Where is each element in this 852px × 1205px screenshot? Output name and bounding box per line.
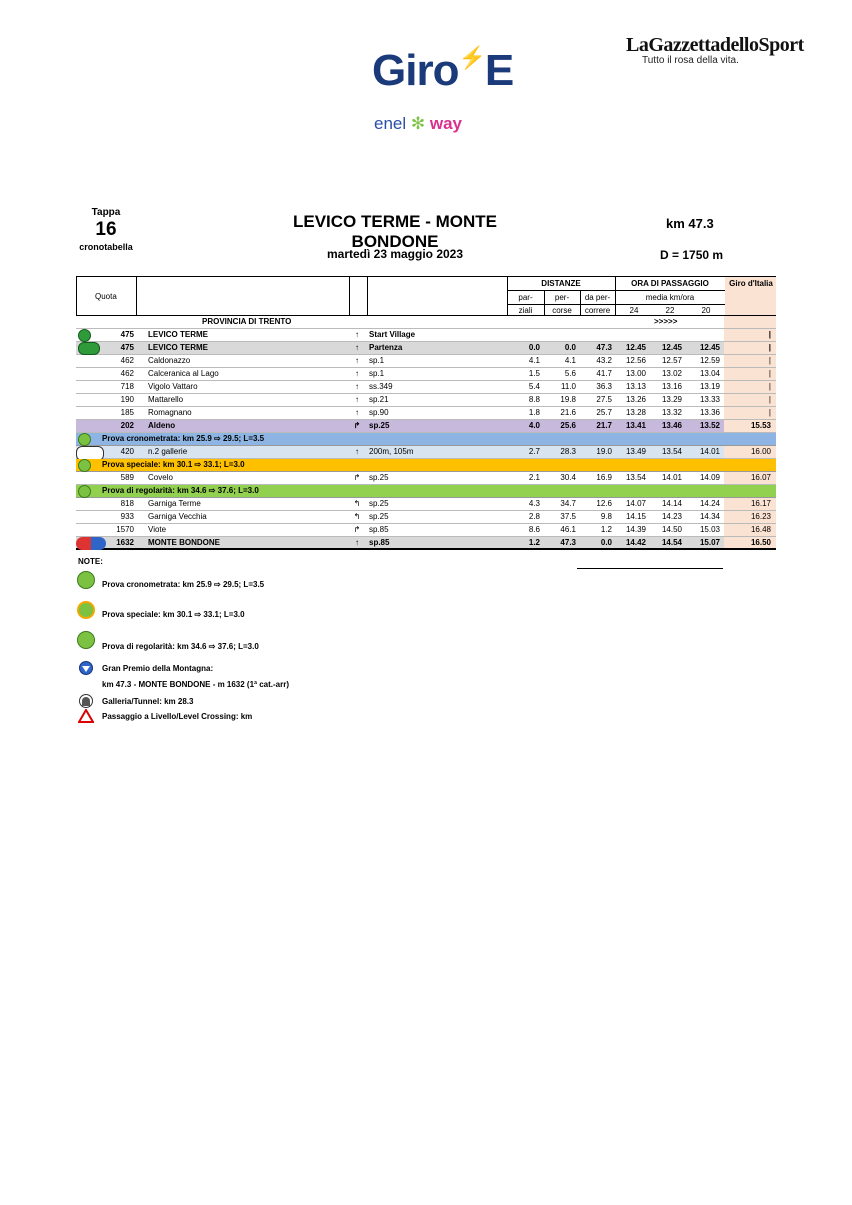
cell-time-22: 13.29 <box>661 395 682 404</box>
band-prova-regolarita <box>76 485 776 498</box>
timetable <box>76 276 776 550</box>
table-row <box>76 329 776 342</box>
cell-direction: ↑ <box>355 330 359 339</box>
cell-parziali: 5.4 <box>528 382 540 391</box>
cell-place: Vigolo Vattaro <box>148 382 198 391</box>
cell-parziali: 8.6 <box>528 525 540 534</box>
cell-time-22: 14.01 <box>661 473 682 482</box>
cell-quota: 718 <box>120 382 134 391</box>
cell-road: Partenza <box>369 343 403 352</box>
cell-giro: 16.23 <box>750 512 771 521</box>
cell-time-22: 14.14 <box>661 499 682 508</box>
cell-parziali: 8.8 <box>528 395 540 404</box>
cell-quota: 462 <box>120 356 134 365</box>
logo-enel-text: enel <box>374 114 407 133</box>
cell-time-22: 13.32 <box>661 408 682 417</box>
cell-place: Garniga Terme <box>148 499 201 508</box>
gpm-icon <box>78 661 94 675</box>
cell-giro: | <box>768 356 771 365</box>
cell-time-20: 14.24 <box>699 499 720 508</box>
cell-quota: 933 <box>120 512 134 521</box>
cell-giro: 16.00 <box>750 447 771 456</box>
cell-place: LEVICO TERME <box>148 330 209 339</box>
cell-time-20: 12.45 <box>699 343 720 352</box>
cell-time-24: 14.15 <box>625 512 646 521</box>
province-arrows: >>>>> <box>654 317 678 326</box>
band1-text: Prova cronometrata: km 25.9 ⇨ 29.5; L=3.5 <box>102 434 265 443</box>
cell-road: sp.25 <box>369 421 390 430</box>
cell-time-20: 14.34 <box>699 512 720 521</box>
cell-percorse: 46.1 <box>560 525 576 534</box>
cell-quota: 818 <box>120 499 134 508</box>
cell-giro: 15.53 <box>750 421 771 430</box>
cell-da-percorrere: 41.7 <box>596 369 612 378</box>
gazzetta-title: LaGazzettadelloSport <box>626 34 804 56</box>
cell-giro: | <box>768 369 771 378</box>
band3-text: Prova di regolarità: km 34.6 ⇨ 37.6; L=3.0 <box>102 486 259 495</box>
cell-place: Calceranica al Lago <box>148 369 219 378</box>
cell-direction: ↑ <box>355 382 359 391</box>
cell-road: sp.25 <box>369 499 389 508</box>
cell-time-20: 15.07 <box>699 538 720 547</box>
cell-direction: ↱ <box>353 421 361 430</box>
cell-giro: 16.50 <box>750 538 771 547</box>
cell-percorse: 11.0 <box>561 382 576 391</box>
stage-elevation-gain: D = 1750 m <box>660 248 724 262</box>
cell-time-22: 14.23 <box>661 512 682 521</box>
cell-direction: ↑ <box>355 447 359 456</box>
cell-da-percorrere: 12.6 <box>596 499 612 508</box>
note-gpm-detail: km 47.3 - MONTE BONDONE - m 1632 (1ª cat.-arr) <box>102 680 290 689</box>
gazzetta-subtitle: Tutto il rosa della vita. <box>642 55 739 66</box>
header-media: media km/ora <box>645 293 695 302</box>
band-prova-cronometrata <box>76 433 776 446</box>
gazzetta-logo <box>626 34 804 66</box>
header-par2: ziali <box>518 306 533 315</box>
cronotabella-label: cronotabella <box>79 242 133 252</box>
cell-parziali: 2.1 <box>528 473 540 482</box>
special-note-icon <box>77 601 95 619</box>
cell-place: MONTE BONDONE <box>148 538 220 547</box>
cell-time-24: 14.39 <box>625 525 646 534</box>
header-ora: ORA DI PASSAGGIO <box>631 279 709 288</box>
cell-parziali: 4.0 <box>528 421 540 430</box>
note-gpm-title: Gran Premio della Montagna: <box>102 664 214 673</box>
cell-road: sp.85 <box>369 525 389 534</box>
cell-percorse: 47.3 <box>560 538 576 547</box>
table-row <box>76 368 776 381</box>
rows-group-3 <box>76 472 776 485</box>
table-row <box>76 381 776 394</box>
cell-place: n.2 gallerie <box>148 447 188 456</box>
cell-direction: ↱ <box>353 525 361 534</box>
chrono-note-icon <box>77 571 95 589</box>
cell-place: Romagnano <box>148 408 192 417</box>
cell-road: sp.25 <box>369 473 389 482</box>
cell-direction: ↱ <box>353 473 361 482</box>
cell-percorse: 34.7 <box>560 499 576 508</box>
cell-time-24: 12.45 <box>625 343 646 352</box>
cell-time-24: 13.26 <box>625 395 646 404</box>
cell-time-20: 13.33 <box>699 395 720 404</box>
cell-percorse: 4.1 <box>564 356 576 365</box>
cell-road: sp.90 <box>369 408 389 417</box>
cell-quota: 185 <box>120 408 134 417</box>
cell-giro: | <box>768 343 771 352</box>
stage-km: km 47.3 <box>666 216 714 231</box>
cell-da-percorrere: 1.2 <box>600 525 612 534</box>
cell-time-24: 13.00 <box>625 369 646 378</box>
header-speed-20: 20 <box>701 306 711 315</box>
table-row <box>76 407 776 420</box>
cell-parziali: 1.2 <box>528 538 540 547</box>
cell-time-24: 13.54 <box>625 473 646 482</box>
cell-da-percorrere: 21.7 <box>596 421 612 430</box>
cell-time-22: 13.16 <box>661 382 682 391</box>
cell-time-20: 13.04 <box>699 369 720 378</box>
km0-icon <box>78 342 100 355</box>
note-galleria: Galleria/Tunnel: km 28.3 <box>102 697 194 706</box>
header-dap2: correre <box>584 306 611 315</box>
cell-direction: ↑ <box>355 343 359 352</box>
cell-direction: ↑ <box>355 538 359 547</box>
tappa-number: 16 <box>95 219 117 240</box>
cell-giro: 16.17 <box>750 499 771 508</box>
table-row <box>76 472 776 485</box>
cell-giro: 16.48 <box>750 525 771 534</box>
cell-percorse: 19.8 <box>560 395 576 404</box>
cell-da-percorrere: 36.3 <box>596 382 612 391</box>
cell-road: sp.1 <box>369 369 385 378</box>
cell-road: ss.349 <box>369 382 393 391</box>
cell-giro: | <box>768 382 771 391</box>
cell-road: Start Village <box>369 330 416 339</box>
cell-percorse: 28.3 <box>560 447 576 456</box>
cell-da-percorrere: 19.0 <box>596 447 612 456</box>
rows-group-4 <box>76 498 776 550</box>
cell-quota: 1570 <box>116 525 134 534</box>
cell-percorse: 5.6 <box>564 369 576 378</box>
cell-quota: 462 <box>120 369 134 378</box>
cell-direction: ↰ <box>353 499 361 508</box>
start-village-icon <box>78 329 91 342</box>
cell-time-24: 13.28 <box>625 408 646 417</box>
header-per1: per- <box>554 293 570 302</box>
cell-da-percorrere: 47.3 <box>596 343 612 352</box>
cell-place: Garniga Vecchia <box>148 512 207 521</box>
cell-time-20: 14.09 <box>699 473 720 482</box>
cell-time-24: 12.56 <box>625 356 646 365</box>
rows-group-1 <box>76 329 776 433</box>
cell-road: sp.85 <box>369 538 390 547</box>
header-par1: par- <box>518 293 533 302</box>
table-row <box>76 537 776 550</box>
band-prova-speciale <box>76 459 776 472</box>
cell-percorse: 21.6 <box>560 408 576 417</box>
finish-gpm-icon <box>76 537 106 550</box>
table-row <box>76 394 776 407</box>
cell-time-20: 13.19 <box>699 382 720 391</box>
notes-title: NOTE: <box>78 557 103 566</box>
cell-direction: ↑ <box>355 356 359 365</box>
cell-percorse: 25.6 <box>560 421 576 430</box>
header-per2: corse <box>552 306 572 315</box>
cell-quota: 475 <box>120 330 134 339</box>
cell-da-percorrere: 0.0 <box>600 538 612 547</box>
table-row <box>76 342 776 355</box>
cell-giro: | <box>768 330 771 339</box>
cell-quota: 475 <box>120 343 134 352</box>
special-icon <box>78 459 91 472</box>
route-title: LEVICO TERME - MONTE BONDONE <box>293 212 497 251</box>
cell-direction: ↑ <box>355 395 359 404</box>
cell-percorse: 37.5 <box>560 512 576 521</box>
header-speed-22: 22 <box>665 306 675 315</box>
cell-da-percorrere: 43.2 <box>596 356 612 365</box>
cell-parziali: 4.3 <box>528 499 540 508</box>
header-quota: Quota <box>95 292 117 301</box>
tappa-label: Tappa <box>91 207 121 218</box>
cell-time-22: 14.50 <box>661 525 682 534</box>
province-label: PROVINCIA DI TRENTO <box>202 317 292 326</box>
regularity-note-icon <box>77 631 95 649</box>
header-dap1: da per- <box>584 293 611 302</box>
cell-time-22: 13.54 <box>661 447 682 456</box>
cell-parziali: 1.5 <box>528 369 540 378</box>
logo-way-text: way <box>429 114 462 133</box>
table-row <box>76 511 776 524</box>
stage-date: martedì 23 maggio 2023 <box>326 247 464 261</box>
cell-quota: 190 <box>120 395 134 404</box>
cell-time-20: 13.52 <box>699 421 720 430</box>
cell-percorse: 30.4 <box>560 473 576 482</box>
cell-giro: | <box>768 395 771 404</box>
cell-time-20: 13.36 <box>699 408 720 417</box>
cell-road: 200m, 105m <box>369 447 414 456</box>
cell-time-22: 13.02 <box>661 369 682 378</box>
table-row <box>76 498 776 511</box>
cell-da-percorrere: 9.8 <box>600 512 612 521</box>
table-row <box>76 355 776 368</box>
logo-giro-text: Giro <box>372 46 459 95</box>
regularity-icon <box>78 485 91 498</box>
cell-place: Mattarello <box>148 395 184 404</box>
giro-e-logo: Giro⚡E enel ✻ way <box>372 45 514 133</box>
cell-place: Aldeno <box>148 421 176 430</box>
table-row <box>76 420 776 433</box>
cell-quota: 1632 <box>116 538 134 547</box>
cell-time-20: 14.01 <box>699 447 720 456</box>
cell-quota: 202 <box>120 421 134 430</box>
table-row <box>76 524 776 537</box>
cell-time-20: 12.59 <box>699 356 720 365</box>
cell-place: LEVICO TERME <box>148 343 209 352</box>
cell-place: Covelo <box>148 473 173 482</box>
cell-time-22: 13.46 <box>661 421 682 430</box>
header-distanze: DISTANZE <box>541 279 581 288</box>
table-row <box>76 446 776 459</box>
cell-direction: ↑ <box>355 369 359 378</box>
cell-quota: 420 <box>120 447 134 456</box>
cell-direction: ↑ <box>355 408 359 417</box>
province-row <box>76 316 776 329</box>
rows-group-2 <box>76 446 776 459</box>
note-regolarita: Prova di regolarità: km 34.6 ⇨ 37.6; L=3.0 <box>102 642 259 651</box>
cell-time-22: 12.57 <box>661 356 682 365</box>
header-speed-24: 24 <box>629 306 639 315</box>
logo-e-text: E <box>484 46 514 95</box>
summary-rule <box>577 568 723 569</box>
cell-time-24: 13.41 <box>625 421 646 430</box>
cell-parziali: 4.1 <box>528 356 540 365</box>
cell-road: sp.25 <box>369 512 389 521</box>
cell-time-22: 12.45 <box>661 343 682 352</box>
cell-quota: 589 <box>120 473 134 482</box>
cell-place: Caldonazzo <box>148 356 191 365</box>
cell-place: Viote <box>148 525 167 534</box>
cell-da-percorrere: 16.9 <box>596 473 612 482</box>
level-crossing-icon <box>78 709 94 723</box>
band2-text: Prova speciale: km 30.1 ⇨ 33.1; L=3.0 <box>102 460 245 469</box>
cell-time-24: 13.49 <box>625 447 646 456</box>
cell-giro: | <box>768 408 771 417</box>
header-giro: Giro d'Italia <box>729 279 773 288</box>
cell-da-percorrere: 27.5 <box>596 395 612 404</box>
cell-parziali: 0.0 <box>528 343 540 352</box>
cell-parziali: 1.8 <box>528 408 540 417</box>
cell-road: sp.21 <box>369 395 389 404</box>
cell-parziali: 2.7 <box>528 447 540 456</box>
cell-direction: ↰ <box>353 512 361 521</box>
note-speciale: Prova speciale: km 30.1 ⇨ 33.1; L=3.0 <box>102 610 245 619</box>
cell-time-20: 15.03 <box>699 525 720 534</box>
tunnel-icon <box>78 694 94 708</box>
cell-percorse: 0.0 <box>564 343 576 352</box>
cell-giro: 16.07 <box>750 473 771 482</box>
cell-road: sp.1 <box>369 356 385 365</box>
note-passaggio: Passaggio a Livello/Level Crossing: km <box>102 712 253 721</box>
table-header <box>76 276 776 316</box>
cell-time-22: 14.54 <box>661 538 682 547</box>
cell-time-24: 14.42 <box>625 538 646 547</box>
cell-parziali: 2.8 <box>528 512 540 521</box>
cell-time-24: 13.13 <box>625 382 646 391</box>
cell-da-percorrere: 25.7 <box>596 408 612 417</box>
chrono-icon <box>78 433 91 446</box>
note-crono: Prova cronometrata: km 25.9 ⇨ 29.5; L=3.5 <box>102 580 265 589</box>
cell-time-24: 14.07 <box>625 499 646 508</box>
